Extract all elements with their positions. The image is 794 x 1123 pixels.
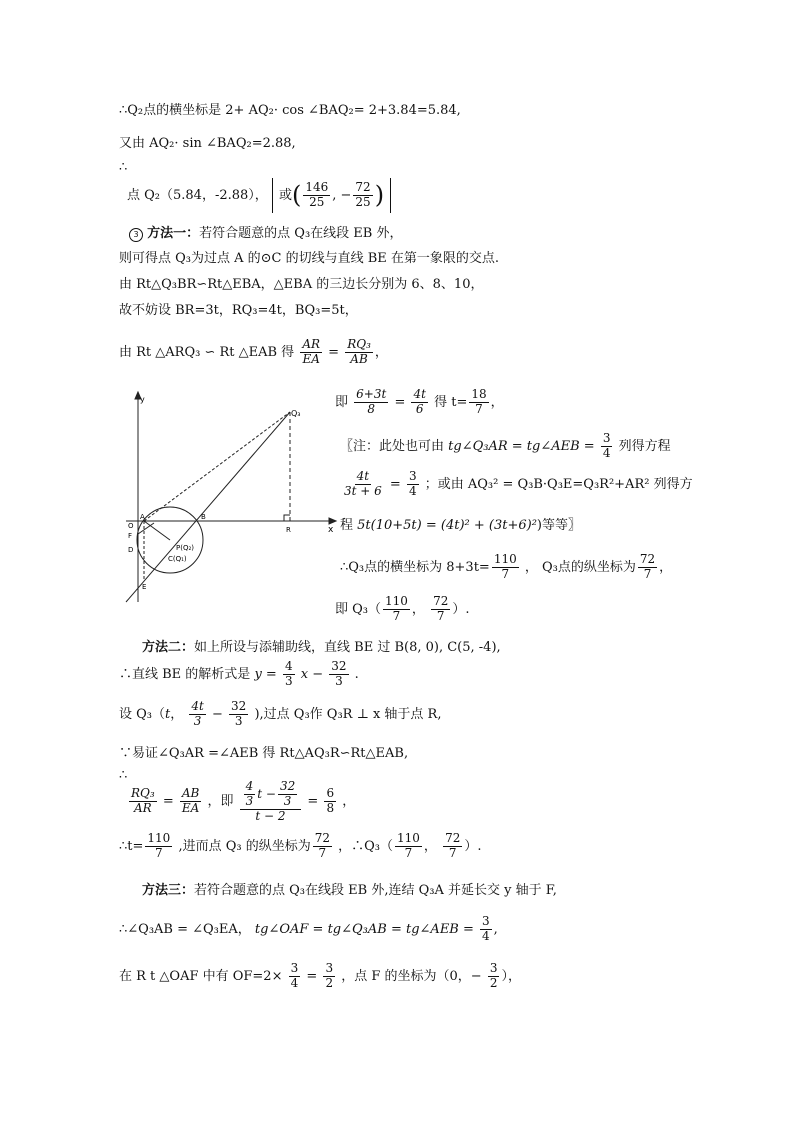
geometry-figure xyxy=(118,390,338,605)
method2-line2: ∴直线 BE 的解析式是 y = $\frac{4}{3}$ x − $\frac{32}{3}$ . xyxy=(119,659,359,688)
circled-3-icon: 3 xyxy=(129,228,143,242)
label-c: C(Q₁) xyxy=(168,555,187,563)
x-axis-arrow xyxy=(329,518,336,524)
method3-line2: ∴∠Q₃AB = ∠Q₃EA， tg∠OAF = tg∠Q₃AB = tg∠AEB = $\frac{3}{4}$ , xyxy=(119,914,498,943)
therefore-mark: ∴ xyxy=(119,160,128,175)
label-b: B xyxy=(201,513,206,521)
label-d: D xyxy=(128,546,134,554)
method3-line3: 在 R t △OAF 中有 OF=2× $\frac{3}{4}$ = $\frac{3}{2}$ ，点 F 的坐标为（0，− $\frac{3}{2}$ ）， xyxy=(119,961,521,990)
method1-line5: 由 Rt △ARQ₃ ∽ Rt △EAB 得 $\frac{AR}{EA}$ = $\frac{\text{RQ₃}}{AB}$ ， xyxy=(119,337,388,366)
note-line3: 程 5t(10+5t) = (4t)² + (3t+6)²)等等〗 xyxy=(340,518,581,533)
method2-heading: 方法二：如上所设与添辅助线，直线 BE 过 B(8, 0), C(5, -4), xyxy=(142,640,501,655)
label-a: A xyxy=(140,513,145,521)
label-p: P(Q₂) xyxy=(176,544,194,552)
right-angle-mark xyxy=(284,515,290,521)
note-line2: $\frac{4t}{3t + 6}$ = $\frac{3}{4}$ ；或由 AQ₃² = Q₃B·Q₃E=Q₃R²+AR² 列得方 xyxy=(344,469,693,498)
note-line1: 〖注：此处也可由 tg∠Q₃AR = tg∠AEB = $\frac{3}{4}$ 列得方程 xyxy=(340,431,671,460)
method2-line4: ∵易证∠Q₃AR =∠AEB 得 Rt△AQ₃R∽Rt△EAB, xyxy=(119,746,409,761)
method2-line6: ∴t= $\frac{110}{7}$ ,进而点 Q₃ 的纵坐标为 $\frac{72}{7}$ ，∴Q₃（ $\frac{110}{7}$ ， $\frac{72}{7}$ ）. xyxy=(119,831,482,860)
method1-line4: 故不妨设 BR=3t，RQ₃=4t，BQ₃=5t， xyxy=(119,303,358,318)
line-be xyxy=(126,412,290,602)
method2-line3: 设 Q₃（t， $\frac{4t}{3}$ − $\frac{32}{3}$ ),过点 Q₃作 Q₃R ⊥ x 轴于点 R, xyxy=(119,699,442,728)
solve-t-line: 即 $\frac{6+3t}{8}$ = $\frac{4t}{6}$ 得 t= $\frac{18}{7}$ ， xyxy=(335,387,504,416)
label-e: E xyxy=(142,583,147,591)
method3-heading: 方法三：若符合题意的点 Q₃在线段 EB 外,连结 Q₃A 并延长交 y 轴于 F, xyxy=(142,883,557,898)
label-o: O xyxy=(128,522,134,530)
label-x: x xyxy=(328,525,334,535)
q3-point-line: 即 Q₃（ $\frac{110}{7}$ ， $\frac{72}{7}$ ）. xyxy=(335,594,470,623)
method2-therefore: ∴ xyxy=(119,768,128,783)
label-q3: Q₃ xyxy=(291,409,301,418)
method2-line5: $\frac{\text{RQ₃}}{AR}$ = $\frac{AB}{EA}$ ，即 $\frac{4}{3}$ t − $\frac{32}{3}$ t − 2 = $\frac{6}{8}$ ， xyxy=(131,779,356,823)
method1-line2: 则可得点 Q₃为过点 A 的⊙C 的切线与直线 BE 在第一象限的交点. xyxy=(119,251,500,266)
line-q2-sin: 又由 AQ₂· sin ∠BAQ₂=2.88, xyxy=(119,136,296,151)
label-f: F xyxy=(128,532,133,540)
label-r: R xyxy=(286,526,291,534)
label-y: y xyxy=(140,395,145,404)
method1-line3: 由 Rt△Q₃BR∽Rt△EBA，△EBA 的三边长分别为 6、8、10， xyxy=(119,277,484,292)
line-q2-point: 点 Q₂（5.84，-2.88）， 或 ( $\frac{146}{25}$ , − $\frac{72}{25}$ ) xyxy=(127,178,391,213)
line-ac xyxy=(144,521,170,540)
method1-heading: 3 方法一：若符合题意的点 Q₃在线段 EB 外， xyxy=(129,226,402,242)
line-aq3 xyxy=(144,412,290,521)
q3-coords-line: ∴Q₃点的横坐标为 8+3t= $\frac{110}{7}$ ， Q₃点的纵坐标为 $\frac{72}{7}$ ， xyxy=(340,552,673,581)
line-q2-x: ∴Q₂点的横坐标是 2+ AQ₂· cos ∠BAQ₂= 2+3.84=5.84, xyxy=(119,103,461,118)
